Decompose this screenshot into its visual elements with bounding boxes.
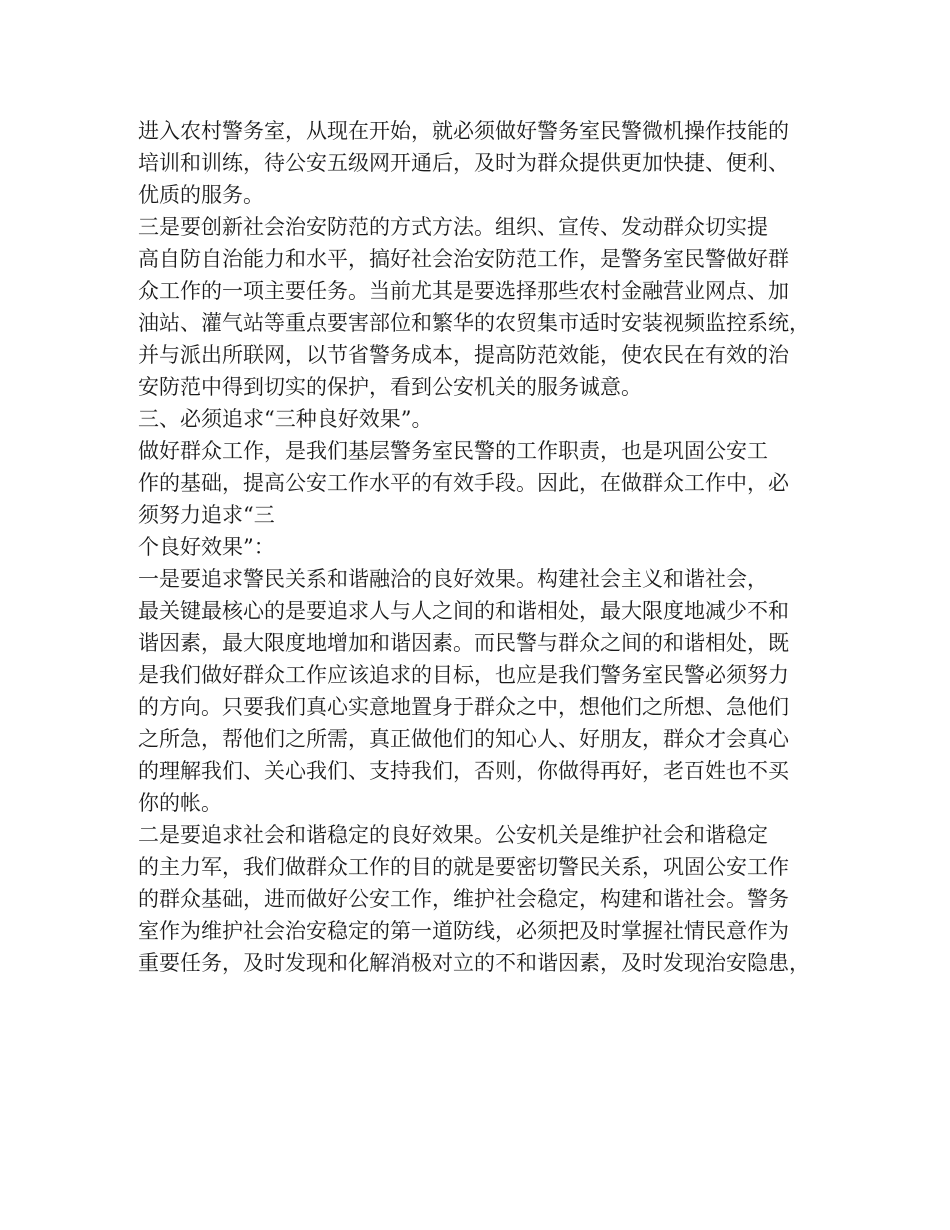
document-body — [138, 115, 838, 979]
text-line: 你的帐。 — [138, 791, 222, 815]
text-line: 的主力军，我们做群众工作的目的就是要密切警民关系，巩固公安工作 — [138, 855, 789, 879]
text-line: 做好群众工作，是我们基层警务室民警的工作职责，也是巩固公安工 — [138, 439, 768, 463]
text-line: 个良好效果”： — [138, 535, 275, 559]
text-line: 是我们做好群众工作应该追求的目标，也应是我们警务室民警必须努力 — [138, 663, 789, 687]
text-line: 优质的服务。 — [138, 183, 264, 207]
text-line: 安防范中得到切实的保护，看到公安机关的服务诚意。 — [138, 375, 642, 399]
text-line: 众工作的一项主要任务。当前尤其是要选择那些农村金融营业网点、加 — [138, 279, 789, 303]
text-line: 一是要追求警民关系和谐融洽的良好效果。构建社会主义和谐社会， — [138, 567, 768, 591]
text-line: 最关键最核心的是要追求人与人之间的和谐相处，最大限度地减少不和 — [138, 599, 789, 623]
text-line: 三是要创新社会治安防范的方式方法。组织、宣传、发动群众切实提 — [138, 215, 768, 239]
text-line: 并与派出所联网，以节省警务成本，提高防范效能，使农民在有效的治 — [138, 343, 789, 367]
text-line: 高自防自治能力和水平，搞好社会治安防范工作，是警务室民警做好群 — [138, 247, 789, 271]
text-line: 二是要追求社会和谐稳定的良好效果。公安机关是维护社会和谐稳定 — [138, 823, 768, 847]
text-line: 谐因素，最大限度地增加和谐因素。而民警与群众之间的和谐相处，既 — [138, 631, 789, 655]
text-line: 作的基础，提高公安工作水平的有效手段。因此，在做群众工作中，必 — [138, 471, 789, 495]
text-line: 之所急，帮他们之所需，真正做他们的知心人、好朋友，群众才会真心 — [138, 727, 789, 751]
text-line: 的方向。只要我们真心实意地置身于群众之中，想他们之所想、急他们 — [138, 695, 789, 719]
text-line: 的群众基础，进而做好公安工作，维护社会稳定，构建和谐社会。警务 — [138, 887, 789, 911]
text-line: 室作为维护社会治安稳定的第一道防线，必须把及时掌握社情民意作为 — [138, 919, 789, 943]
text-line: 培训和训练，待公安五级网开通后，及时为群众提供更加快捷、便利、 — [138, 151, 789, 175]
text-line: 须努力追求“三 — [138, 503, 275, 527]
text-line: 的理解我们、关心我们、支持我们，否则，你做得再好，老百姓也不买 — [138, 759, 789, 783]
text-line: 重要任务，及时发现和化解消极对立的不和谐因素，及时发现治安隐患， — [138, 951, 810, 975]
text-line: 油站、灌气站等重点要害部位和繁华的农贸集市适时安装视频监控系统， — [138, 311, 810, 335]
text-line: 三、必须追求“三种良好效果”。 — [138, 407, 433, 431]
text-line: 进入农村警务室，从现在开始，就必须做好警务室民警微机操作技能的 — [138, 119, 789, 143]
